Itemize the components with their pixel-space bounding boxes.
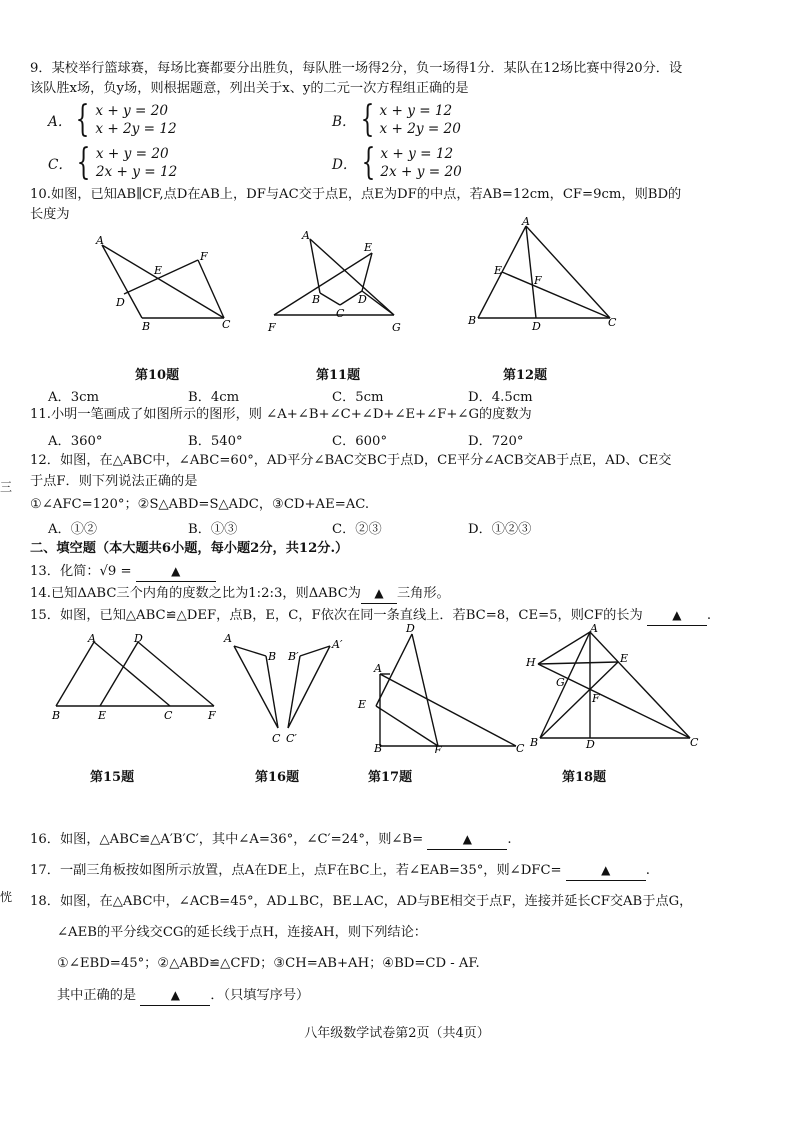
q10-option-d[interactable]: D．4.5cm [468, 390, 533, 405]
label-h: H [526, 656, 536, 669]
label-c: C [608, 316, 617, 329]
q14-answer-blank[interactable] [361, 584, 397, 604]
label-c: C [272, 732, 281, 745]
q18-line2: ∠AEB的平分线交CG的延长线于点H，连接AH，则下列结论： [57, 925, 427, 940]
figure-12 [460, 216, 620, 336]
q12-option-b[interactable]: B．①③ [188, 522, 238, 537]
label-f: F [534, 274, 542, 287]
figure-11 [262, 225, 412, 340]
q12-option-a[interactable]: A．①② [48, 522, 98, 537]
label-a: A [590, 622, 598, 635]
q15: 15．如图，已知△ABC≌△DEF，点B，E，C，F依次在同一条直线上．若BC=8，CE=5，则CF的长为 ▲ . [30, 606, 711, 626]
caption-15: 第15题 [90, 770, 135, 785]
q9-option-d[interactable] [332, 142, 462, 183]
label-d: D [532, 320, 541, 333]
figure-10 [88, 230, 248, 340]
triangle-icon: ▲ [171, 564, 181, 578]
label-c: C [690, 736, 699, 749]
equation: 2x + y = 12 [95, 164, 178, 180]
q16-text: 16．如图，△ABC≌△A′B′C′，其中∠A=36°，∠C′=24°，则∠B= [30, 832, 424, 847]
q10-option-a[interactable]: A．3cm [48, 390, 99, 405]
q18-line3: ①∠EBD=45°；②△ABD≌△CFD；③CH=AB+AH；④BD=CD - AF. [57, 956, 480, 971]
q17: 17．一副三角板按如图所示放置，点A在DE上，点F在BC上，若∠EAB=35°，则∠DFC= ▲ . [30, 861, 650, 881]
label-d: D [406, 622, 415, 635]
label-e: E [494, 264, 503, 277]
label-f: F [208, 709, 216, 722]
label-d: D [134, 632, 143, 645]
equation: x + y = 12 [379, 103, 453, 119]
equation: 2x + y = 20 [380, 164, 462, 180]
label-b: B [142, 320, 151, 333]
q16-answer-blank[interactable] [427, 830, 507, 850]
q12-line2: 于点F．则下列说法正确的是 [30, 474, 198, 489]
label-b: B [268, 650, 277, 663]
q11-option-b[interactable]: B．540° [188, 434, 243, 449]
label-b-prime: B′ [288, 650, 299, 663]
triangle-icon: ▲ [170, 988, 180, 1002]
label-g: G [556, 676, 565, 689]
label-a: A [302, 229, 310, 242]
q18-answer-blank[interactable] [140, 986, 210, 1006]
label-d: D [116, 296, 125, 309]
brace-icon: { [76, 142, 91, 183]
label-b: B [530, 736, 539, 749]
label-a: A [224, 632, 232, 645]
label-f: F [200, 250, 208, 263]
label-e: E [358, 698, 367, 711]
margin-mark: 恍 [0, 890, 13, 904]
q18-text: 其中正确的是 [57, 988, 137, 1003]
caption-11: 第11题 [316, 368, 361, 383]
q18-line1: 18．如图，在△ABC中，∠ACB=45°，AD⊥BC，BE⊥AC，AD与BE相交于点F，连接并延长CF交AB于点G， [30, 894, 693, 909]
label-c: C [336, 307, 345, 320]
q13-text: 13．化简：√9 = [30, 564, 132, 579]
q16: 16．如图，△ABC≌△A′B′C′，其中∠A=36°，∠C′=24°，则∠B= ▲ . [30, 830, 512, 850]
brace-icon: { [76, 99, 90, 140]
section-2-heading: 二、填空题（本大题共6小题，每小题2分，共12分.） [30, 541, 349, 556]
q18-text-end: ．（只填写序号） [210, 988, 310, 1003]
option-label: C． [48, 157, 72, 173]
q11-option-c[interactable]: C．600° [332, 434, 388, 449]
label-a: A [96, 234, 104, 247]
triangle-icon: ▲ [462, 832, 472, 846]
equation: x + 2y = 20 [379, 121, 461, 137]
q15-text: 15．如图，已知△ABC≌△DEF，点B，E，C，F依次在同一条直线上．若BC=8，CE=5，则CF的长为 [30, 608, 643, 623]
figure-17 [352, 618, 532, 753]
q10-option-b[interactable]: B．4cm [188, 390, 240, 405]
q9-option-c[interactable] [48, 142, 178, 183]
option-label: B． [332, 114, 356, 130]
q12-line1: 12．如图，在△ABC中，∠ABC=60°，AD平分∠BAC交BC于点D，CE平分∠ACB交AB于点E，AD、CE交 [30, 453, 672, 468]
triangle-icon: ▲ [672, 608, 682, 622]
label-a: A [88, 632, 96, 645]
q11-option-d[interactable]: D．720° [468, 434, 524, 449]
caption-17: 第17题 [368, 770, 413, 785]
equation: x + 2y = 12 [95, 121, 177, 137]
label-b: B [52, 709, 61, 722]
label-a: A [522, 216, 530, 228]
option-label: D． [332, 157, 357, 173]
q13 [30, 562, 216, 582]
q17-answer-blank[interactable] [566, 861, 646, 881]
label-c: C [516, 742, 525, 753]
label-e: E [364, 241, 373, 254]
figure-18 [522, 622, 702, 752]
label-b: B [374, 742, 383, 753]
page-footer: 八年级数学试卷第2页（共4页） [304, 1026, 490, 1041]
label-a: A [374, 662, 382, 675]
equation: x + y = 20 [95, 103, 169, 119]
q14-text: 14.已知ΔABC三个内角的度数之比为1:2:3，则ΔABC为 [30, 586, 361, 601]
figure-15 [48, 630, 228, 725]
q17-text: 17．一副三角板按如图所示放置，点A在DE上，点F在BC上，若∠EAB=35°，则∠DFC= [30, 863, 562, 878]
label-c-prime: C′ [286, 732, 297, 745]
margin-mark: 三 [0, 480, 13, 494]
q10-option-c[interactable]: C．5cm [332, 390, 384, 405]
equation: x + y = 12 [380, 146, 454, 162]
caption-10: 第10题 [135, 368, 180, 383]
q12-option-c[interactable]: C．②③ [332, 522, 382, 537]
label-e: E [98, 709, 107, 722]
label-f: F [592, 692, 600, 705]
q14 [30, 584, 450, 604]
label-g: G [392, 321, 401, 334]
label-a-prime: A′ [332, 638, 343, 651]
q9-line2: 该队胜x场，负y场，则根据题意，列出关于x、y的二元一次方程组正确的是 [30, 81, 469, 96]
brace-icon: { [360, 99, 374, 140]
q10-line2: 长度为 [30, 207, 70, 222]
q9-line1: 9．某校举行篮球赛，每场比赛都要分出胜负，每队胜一场得2分，负一场得1分．某队在12场比赛中得20分．设 [30, 61, 683, 76]
triangle-icon: ▲ [601, 863, 611, 877]
label-c: C [222, 318, 231, 331]
label-d: D [586, 738, 595, 751]
label-e: E [154, 264, 163, 277]
q18-line4 [57, 986, 309, 1006]
q9-option-a[interactable] [48, 99, 177, 140]
q14-text-end: 三角形。 [397, 586, 450, 601]
label-f: F [434, 744, 442, 753]
q11-text: 11.小明一笔画成了如图所示的图形，则 ∠A+∠B+∠C+∠D+∠E+∠F+∠G的度数为 [30, 407, 532, 422]
q11-option-a[interactable]: A．360° [48, 434, 103, 449]
q12-line3: ①∠AFC=120°；②S△ABD=S△ADC，③CD+AE=AC. [30, 497, 370, 512]
brace-icon: { [361, 142, 375, 183]
label-b: B [468, 314, 477, 327]
q10-line1: 10.如图，已知AB∥CF,点D在AB上，DF与AC交于点E，点E为DF的中点，若AB=12cm，CF=9cm，则BD的 [30, 187, 682, 202]
equation: x + y = 20 [95, 146, 169, 162]
label-b: B [312, 293, 321, 306]
figure-16 [218, 628, 358, 748]
label-e: E [620, 652, 629, 665]
caption-12: 第12题 [503, 368, 548, 383]
label-d: D [358, 293, 367, 306]
q9-option-b[interactable] [332, 99, 461, 140]
label-f: F [268, 321, 276, 334]
label-c: C [164, 709, 173, 722]
q12-option-d[interactable]: D．①②③ [468, 522, 532, 537]
caption-18: 第18题 [562, 770, 607, 785]
caption-16: 第16题 [255, 770, 300, 785]
q13-answer-blank[interactable] [136, 562, 216, 582]
triangle-icon: ▲ [374, 586, 384, 600]
option-label: A． [48, 114, 72, 130]
